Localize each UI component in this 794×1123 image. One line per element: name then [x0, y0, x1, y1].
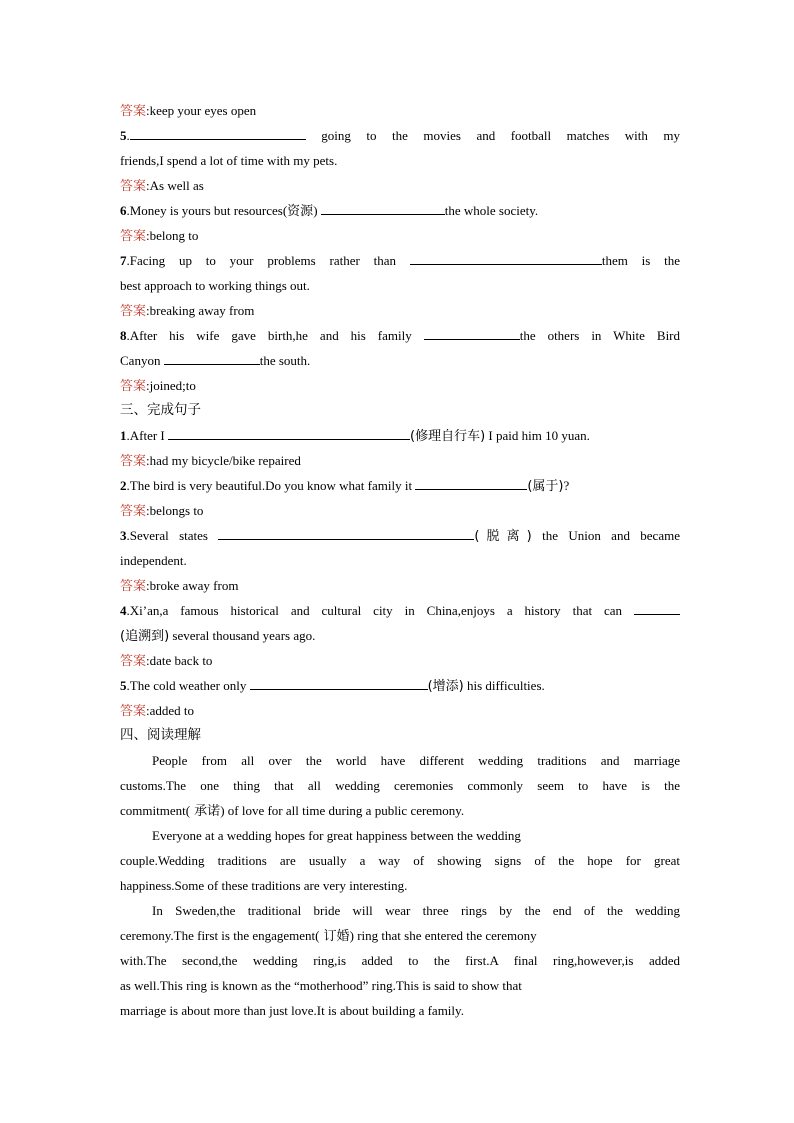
s3-question-3 [120, 523, 680, 548]
answer-label: 答案 [120, 579, 147, 594]
answer-line [120, 498, 680, 523]
passage-text: commitment( [120, 803, 191, 818]
answer-line [120, 98, 680, 123]
question-text: .The bird is very beautiful.Do you know what family it [126, 478, 416, 493]
question-text: his difficulties. [463, 678, 545, 693]
passage-line: customs.The one thing that all wedding ceremonies commonly seem to have is the [120, 778, 680, 793]
question-text: independent. [120, 553, 187, 568]
answer-line [120, 648, 680, 673]
question-number: 7 [120, 253, 127, 268]
s3-question-2 [120, 473, 680, 498]
question-text: .Xi’an,a famous historical and cultural city in China,enjoys a history that can [126, 603, 634, 618]
answer-blank[interactable] [410, 250, 602, 265]
question-text: .Facing up to your problems rather than [126, 253, 410, 268]
passage-line [120, 798, 680, 823]
answer-blank[interactable] [164, 350, 260, 365]
question-text: the Union and became [531, 528, 680, 543]
question-number: 2 [120, 478, 127, 493]
chinese-hint: (脱离) [474, 529, 532, 544]
question-number: 5 [120, 128, 127, 143]
passage-text: ) of love for all time during a public ceremony. [220, 803, 465, 818]
section-heading: 三、完成句子 [120, 402, 201, 418]
answer-label: 答案 [120, 379, 147, 394]
chinese-hint: 资源 [287, 204, 314, 219]
question-text: .Several states [126, 528, 219, 543]
question-text: .After his wife gave birth,he and his family [126, 328, 424, 343]
passage-line: as well.This ring is known as the “motherhood” ring.This is said to show that [120, 978, 522, 993]
answer-text: :joined;to [146, 378, 196, 393]
question-text: going to the movies and football matches with my [305, 128, 680, 143]
passage-text: ) ring that she entered the ceremony [349, 928, 537, 943]
question-5 [120, 123, 680, 148]
answer-label: 答案 [120, 454, 147, 469]
question-text: friends,I spend a lot of time with my pets. [120, 153, 338, 168]
chinese-hint: (追溯到) [120, 629, 170, 644]
chinese-hint: (属于) [527, 479, 564, 494]
answer-label: 答案 [120, 504, 147, 519]
answer-label: 答案 [120, 229, 147, 244]
s3-question-5 [120, 673, 680, 698]
answer-blank[interactable] [168, 425, 410, 440]
answer-blank[interactable] [218, 525, 474, 540]
question-number: 8 [120, 328, 127, 343]
answer-text: :broke away from [146, 578, 239, 593]
answer-text: :date back to [146, 653, 213, 668]
answer-label: 答案 [120, 179, 147, 194]
answer-blank[interactable] [130, 125, 306, 140]
s3-question-4 [120, 598, 680, 623]
answer-label: 答案 [120, 304, 147, 319]
question-number: 3 [120, 528, 127, 543]
question-number: 4 [120, 603, 127, 618]
chinese-hint: (增添) [427, 679, 464, 694]
answer-label: 答案 [120, 654, 147, 669]
passage-line: In Sweden,the traditional bride will wear three rings by the end of the wedding [152, 903, 680, 918]
question-text: them is the [601, 253, 680, 268]
chinese-hint: 订婚 [319, 929, 350, 944]
question-3-cont [120, 548, 680, 573]
question-text: .The cold weather only [126, 678, 250, 693]
question-text: the others in White Bird [519, 328, 681, 343]
passage-line: marriage is about more than just love.It is about building a family. [120, 1003, 464, 1018]
answer-text: :keep your eyes open [146, 103, 257, 118]
answer-line [120, 573, 680, 598]
question-number: 1 [120, 428, 127, 443]
answer-text: :belong to [146, 228, 199, 243]
passage-line [120, 923, 680, 948]
answer-text: :had my bicycle/bike repaired [146, 453, 301, 468]
answer-text: :added to [146, 703, 195, 718]
chinese-hint: (修理自行车) [410, 429, 486, 444]
question-5-cont [120, 148, 680, 173]
answer-label: 答案 [120, 704, 147, 719]
answer-blank[interactable] [250, 675, 428, 690]
passage-line: with.The second,the wedding ring,is added to the first.A final ring,however,is added [120, 953, 680, 968]
question-number: 6 [120, 203, 127, 218]
s3-question-1 [120, 423, 680, 448]
question-8-cont [120, 348, 680, 373]
answer-blank[interactable] [424, 325, 520, 340]
answer-blank[interactable] [321, 200, 445, 215]
answer-line [120, 223, 680, 248]
answer-text: :As well as [146, 178, 204, 193]
answer-blank[interactable] [415, 475, 527, 490]
question-text: . [126, 128, 130, 143]
question-text: .After I [126, 428, 169, 443]
question-4-cont [120, 623, 680, 648]
question-text: best approach to working things out. [120, 278, 310, 293]
passage-line: People from all over the world have different wedding traditions and marriage [152, 753, 680, 768]
chinese-hint: 承诺 [190, 804, 221, 819]
passage-line: happiness.Some of these traditions are very interesting. [120, 878, 408, 893]
document-content [120, 98, 680, 1023]
passage-text: ceremony.The first is the engagement( [120, 928, 320, 943]
question-text: ) [313, 203, 321, 218]
answer-line [120, 448, 680, 473]
question-text: .Money is yours but resources( [126, 203, 288, 218]
passage-line: Everyone at a wedding hopes for great happiness between the wedding [152, 828, 521, 843]
section-heading: 四、阅读理解 [120, 727, 201, 743]
answer-line [120, 698, 680, 723]
question-text: I paid him 10 yuan. [485, 428, 590, 443]
answer-text: :belongs to [146, 503, 204, 518]
question-8 [120, 323, 680, 348]
answer-label: 答案 [120, 104, 147, 119]
answer-line [120, 173, 680, 198]
question-number: 5 [120, 678, 127, 693]
answer-blank[interactable] [634, 600, 680, 615]
question-7 [120, 248, 680, 273]
question-6 [120, 198, 680, 223]
answer-text: :breaking away from [146, 303, 255, 318]
question-text: ? [563, 478, 570, 493]
question-text: the south. [259, 353, 311, 368]
question-text: the whole society. [444, 203, 539, 218]
answer-line [120, 373, 680, 398]
question-7-cont [120, 273, 680, 298]
question-text: several thousand years ago. [169, 628, 316, 643]
question-text: Canyon [120, 353, 164, 368]
answer-line [120, 298, 680, 323]
passage-line: couple.Wedding traditions are usually a way of showing signs of the hope for great [120, 853, 680, 868]
